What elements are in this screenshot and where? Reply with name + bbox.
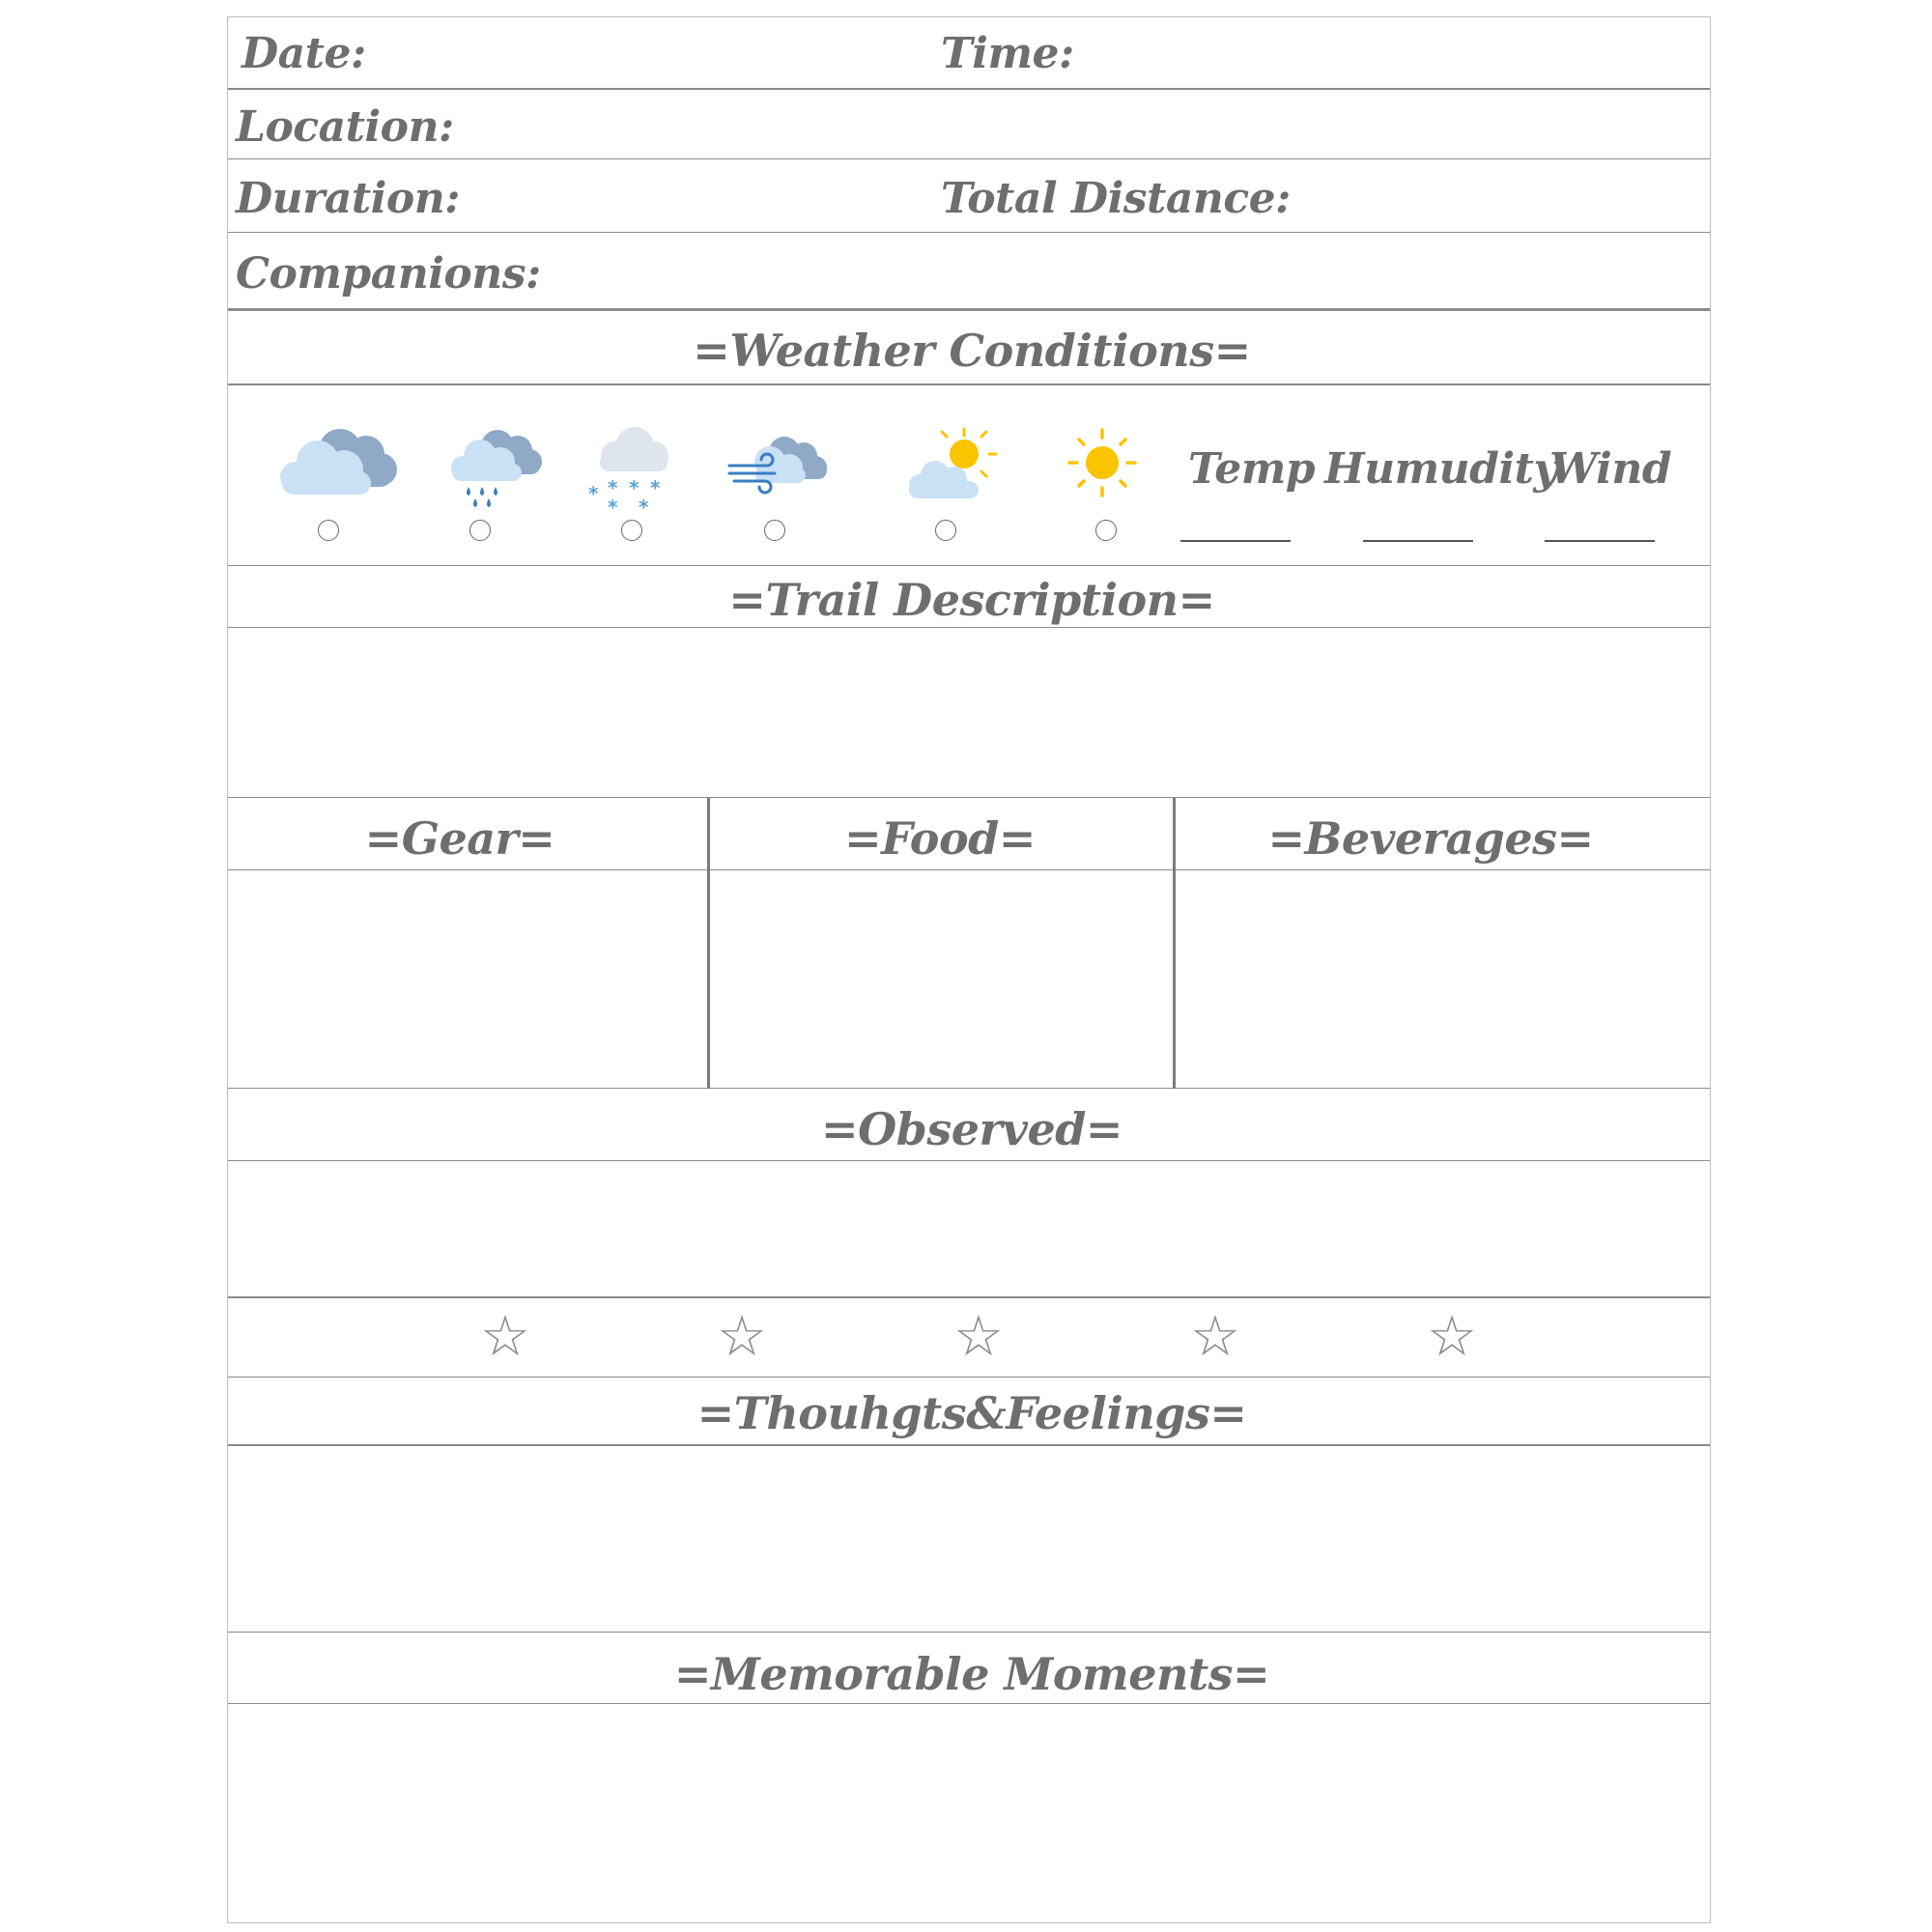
humidity-field[interactable] (1363, 540, 1473, 542)
hiking-journal-sheet (227, 16, 1711, 1923)
divider (228, 869, 1710, 870)
rating-star-2[interactable]: ☆ (717, 1303, 767, 1369)
divider (228, 1160, 1710, 1161)
partly-sunny-icon (904, 425, 1001, 502)
thoughts-feelings-title: =Thouhgts&Feelings= (696, 1387, 1247, 1439)
sunny-radio[interactable] (1095, 520, 1117, 541)
gear-title: =Gear= (364, 812, 555, 865)
temp-field[interactable] (1180, 540, 1291, 542)
windy-radio[interactable] (764, 520, 785, 541)
svg-text:*: * (608, 476, 618, 499)
total-distance-label: Total Distance: (941, 174, 1291, 223)
partly-sunny-radio[interactable] (935, 520, 956, 541)
cloudy-icon (274, 425, 400, 498)
divider (228, 384, 1710, 385)
trail-description-title: =Trail Description= (728, 574, 1215, 626)
companions-label: Companions: (236, 249, 541, 298)
divider (228, 565, 1710, 566)
divider (228, 88, 1710, 90)
duration-label: Duration: (236, 174, 460, 223)
date-label: Date: (242, 29, 366, 78)
divider (228, 1088, 1710, 1089)
wind-label: Wind (1549, 444, 1672, 494)
rating-star-4[interactable]: ☆ (1190, 1303, 1240, 1369)
time-label: Time: (941, 29, 1074, 78)
svg-text:*: * (629, 476, 639, 499)
rain-radio[interactable] (469, 520, 491, 541)
divider (228, 797, 1710, 798)
svg-text:*: * (608, 496, 618, 519)
svg-text:*: * (639, 496, 649, 519)
divider (228, 232, 1710, 233)
rating-star-1[interactable]: ☆ (480, 1303, 530, 1369)
snow-radio[interactable] (621, 520, 642, 541)
divider (228, 1296, 1710, 1298)
sunny-icon (1066, 427, 1138, 498)
svg-text:*: * (650, 476, 661, 499)
weather-conditions-title: =Weather Conditions= (693, 325, 1251, 377)
column-divider (707, 798, 710, 1088)
cloudy-radio[interactable] (318, 520, 339, 541)
memorable-moments-title: =Memorable Moments= (673, 1648, 1270, 1700)
divider (228, 308, 1710, 311)
column-divider (1173, 798, 1176, 1088)
svg-text:*: * (588, 482, 599, 505)
humidity-label: Humudity (1324, 444, 1558, 494)
divider (228, 1632, 1710, 1633)
divider (228, 627, 1710, 628)
divider (228, 158, 1710, 159)
observed-title: =Observed= (821, 1103, 1122, 1155)
rating-star-3[interactable]: ☆ (953, 1303, 1004, 1369)
beverages-title: =Beverages= (1267, 812, 1594, 865)
location-label: Location: (236, 102, 454, 152)
snow-icon (588, 423, 675, 520)
rain-icon (447, 425, 544, 512)
temp-label: Temp (1188, 444, 1316, 494)
wind-field[interactable] (1545, 540, 1655, 542)
divider (228, 1444, 1710, 1446)
divider (228, 1377, 1710, 1378)
rating-star-5[interactable]: ☆ (1427, 1303, 1477, 1369)
divider (228, 1703, 1710, 1704)
windy-icon (726, 433, 833, 500)
food-title: =Food= (844, 812, 1036, 865)
